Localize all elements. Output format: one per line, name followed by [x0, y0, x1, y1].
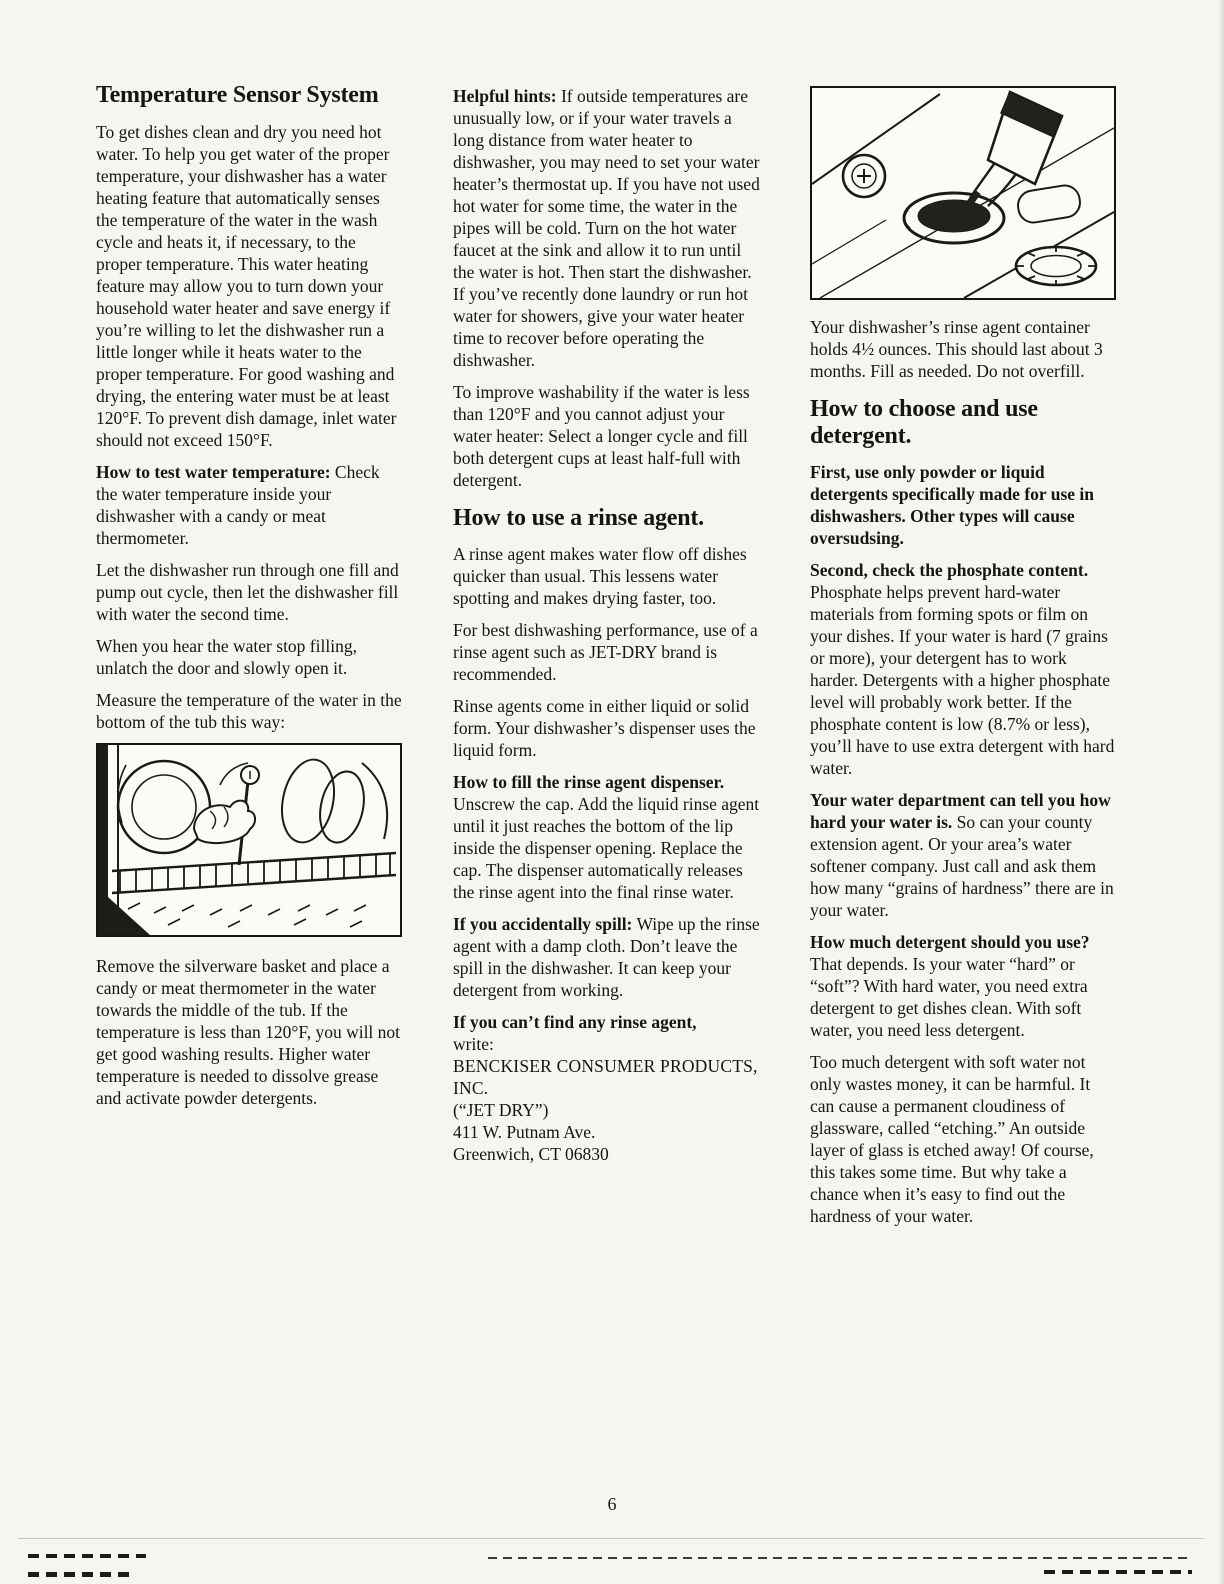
column-1	[96, 82, 404, 1237]
dispenser-illustration-drawing	[812, 88, 1114, 298]
paragraph-cant-find-rinse-agent	[453, 1011, 761, 1055]
paragraph-jet-dry-recommended: For best dishwashing performance, use of a rinse agent such as JET-DRY brand is recommended.	[453, 620, 758, 684]
helpful-hints-text: If outside temperatures are unusually low, or if your water travels a long distance from water heater to dishwasher, you may need to set your water heater’s thermostat up. If you have not used hot water for some time, the water in the pipes will be cold. Turn on the hot water faucet at the sink and allow it to run until the water is hot. Then start the dishwasher. If you’ve recently done laundry or run hot water for showers, give your water heater time to recover before operating the dishwasher.	[453, 86, 760, 370]
address-brand: (“JET DRY”)	[453, 1100, 549, 1120]
paragraph-water-department	[810, 789, 1118, 921]
heading-how-to-use-rinse-agent: How to use a rinse agent.	[453, 505, 704, 531]
paragraph-container-capacity: Your dishwasher’s rinse agent container holds 4½ ounces. This should last about 3 months. Fill as needed. Do not overfill.	[810, 317, 1103, 381]
scan-artifact-hairline	[18, 1538, 1204, 1539]
rinse-dispenser-illustration	[810, 86, 1116, 300]
column-2	[453, 82, 761, 1237]
heading-choose-and-use-detergent: How to choose and use detergent.	[810, 396, 1038, 449]
subhead-how-to-test-text: Check the water temperature inside your dishwasher with a candy or meat thermometer.	[96, 462, 380, 548]
paragraph-first-rule	[810, 461, 1118, 549]
subhead-how-to-test: How to test water temperature:	[96, 462, 331, 482]
water-department-text: So can your county extension agent. Or your area’s water softener company. Just call and ask them how many “grains of hardness” there are in your water.	[810, 812, 1114, 920]
subhead-helpful-hints: Helpful hints:	[453, 86, 557, 106]
scan-artifact-dashes-center	[488, 1557, 1192, 1559]
paragraph-accidental-spill	[453, 913, 761, 1001]
subhead-cant-find: If you can’t find any rinse agent,	[453, 1012, 697, 1032]
paragraph-improve-washability: To improve washability if the water is less than 120°F and you cannot adjust your water heater: Select a longer cycle and fill both detergent cups at least half-full with detergent.	[453, 382, 750, 490]
address-company: BENCKISER CONSUMER PRODUCTS, INC.	[453, 1056, 758, 1098]
paragraph-unlatch-door: When you hear the water stop filling, unlatch the door and slowly open it.	[96, 636, 357, 678]
page-columns	[96, 82, 1118, 1237]
scan-artifact-dashes-left	[28, 1554, 146, 1558]
subhead-water-department: Your water department can tell you how hard your water is.	[810, 790, 1111, 832]
paragraph-how-to-test	[96, 461, 404, 549]
paragraph-measure-temperature: Measure the temperature of the water in the bottom of the tub this way:	[96, 690, 402, 732]
paragraph-liquid-form: Rinse agents come in either liquid or solid form. Your dishwasher’s dispenser uses the liquid form.	[453, 696, 756, 760]
phosphate-text: Phosphate helps prevent hard-water materials from forming spots or film on your dishes. If your water is hard (7 grains or more), your detergent has to work harder. Detergents with a higher phosphate level will probably work better. If the phosphate content is low (8.7% or less), you’ll have to use extra detergent with hard water.	[810, 582, 1115, 778]
accidental-spill-text: Wipe up the rinse agent with a damp cloth. Don’t leave the spill in the dishwasher. It can keep your detergent from working.	[453, 914, 760, 1000]
tub-thermometer-illustration	[96, 743, 402, 937]
subhead-how-to-fill: How to fill the rinse agent dispenser.	[453, 772, 725, 792]
paragraph-too-much-detergent: Too much detergent with soft water not only wastes money, it can be harmful. It can cause a permanent cloudiness of glassware, called “etching.” An outside layer of glass is etched away! Of course, this takes some time. But why take a chance when it’s easy to find out the hardness of your water.	[810, 1052, 1094, 1226]
how-to-fill-text: Unscrew the cap. Add the liquid rinse agent until it just reaches the bottom of the lip inside the dispenser opening. Replace the cap. The dispenser automatically releases the rinse agent into the final rinse water.	[453, 794, 760, 902]
paragraph-fill-cycle: Let the dishwasher run through one fill and pump out cycle, then let the dishwasher fill with water the second time.	[96, 560, 399, 624]
tub-illustration-drawing	[98, 745, 400, 935]
scan-artifact-dashes-bottom-left	[28, 1572, 134, 1577]
paragraph-rinse-agent-benefit: A rinse agent makes water flow off dishes quicker than usual. This lessens water spotting and makes drying faster, too.	[453, 544, 747, 608]
how-much-detergent-text: That depends. Is your water “hard” or “soft”? With hard water, you need extra detergent to get dishes clean. With soft water, you need less detergent.	[810, 954, 1088, 1040]
dispenser-cap	[1016, 247, 1096, 285]
paragraph-water-heating: To get dishes clean and dry you need hot water. To help you get water of the proper temperature, your dishwasher has a water heating feature that automatically senses the temperature of the water in the wash cycle and heats it, if necessary, to the proper temperature. This water heating feature may allow you to turn down your household water heater and save energy if you’re willing to let the dishwasher run a little longer while it heats water to the proper temperature. For good washing and drying, the entering water must be at least 120°F. To prevent dish damage, inlet water should not exceed 150°F.	[96, 122, 397, 450]
write-label: write:	[453, 1034, 494, 1054]
paragraph-silverware-basket: Remove the silverware basket and place a candy or meat thermometer in the water towards the middle of the tub. If the temperature is less than 120°F, you will not get good washing results. Higher water temperature is needed to dissolve grease and activate powder detergents.	[96, 956, 401, 1108]
heading-temperature-sensor-system: Temperature Sensor System	[96, 82, 379, 108]
address-city: Greenwich, CT 06830	[453, 1144, 609, 1164]
paragraph-how-to-fill	[453, 771, 761, 903]
scan-edge-shadow	[1218, 0, 1224, 1584]
paragraph-phosphate	[810, 559, 1118, 779]
address-street: 411 W. Putnam Ave.	[453, 1122, 596, 1142]
subhead-accidental-spill: If you accidentally spill:	[453, 914, 633, 934]
paragraph-helpful-hints	[453, 85, 761, 371]
page-number: 6	[607, 1494, 617, 1514]
paragraph-how-much-detergent	[810, 931, 1118, 1041]
column-3	[810, 82, 1118, 1237]
subhead-how-much-detergent: How much detergent should you use?	[810, 932, 1090, 952]
scan-artifact-dashes-bottom-right	[1044, 1570, 1192, 1574]
subhead-phosphate: Second, check the phosphate content.	[810, 560, 1089, 580]
first-rule-text: First, use only powder or liquid detergents specifically made for use in dishwashers. Other types will cause oversudsing.	[810, 462, 1095, 548]
